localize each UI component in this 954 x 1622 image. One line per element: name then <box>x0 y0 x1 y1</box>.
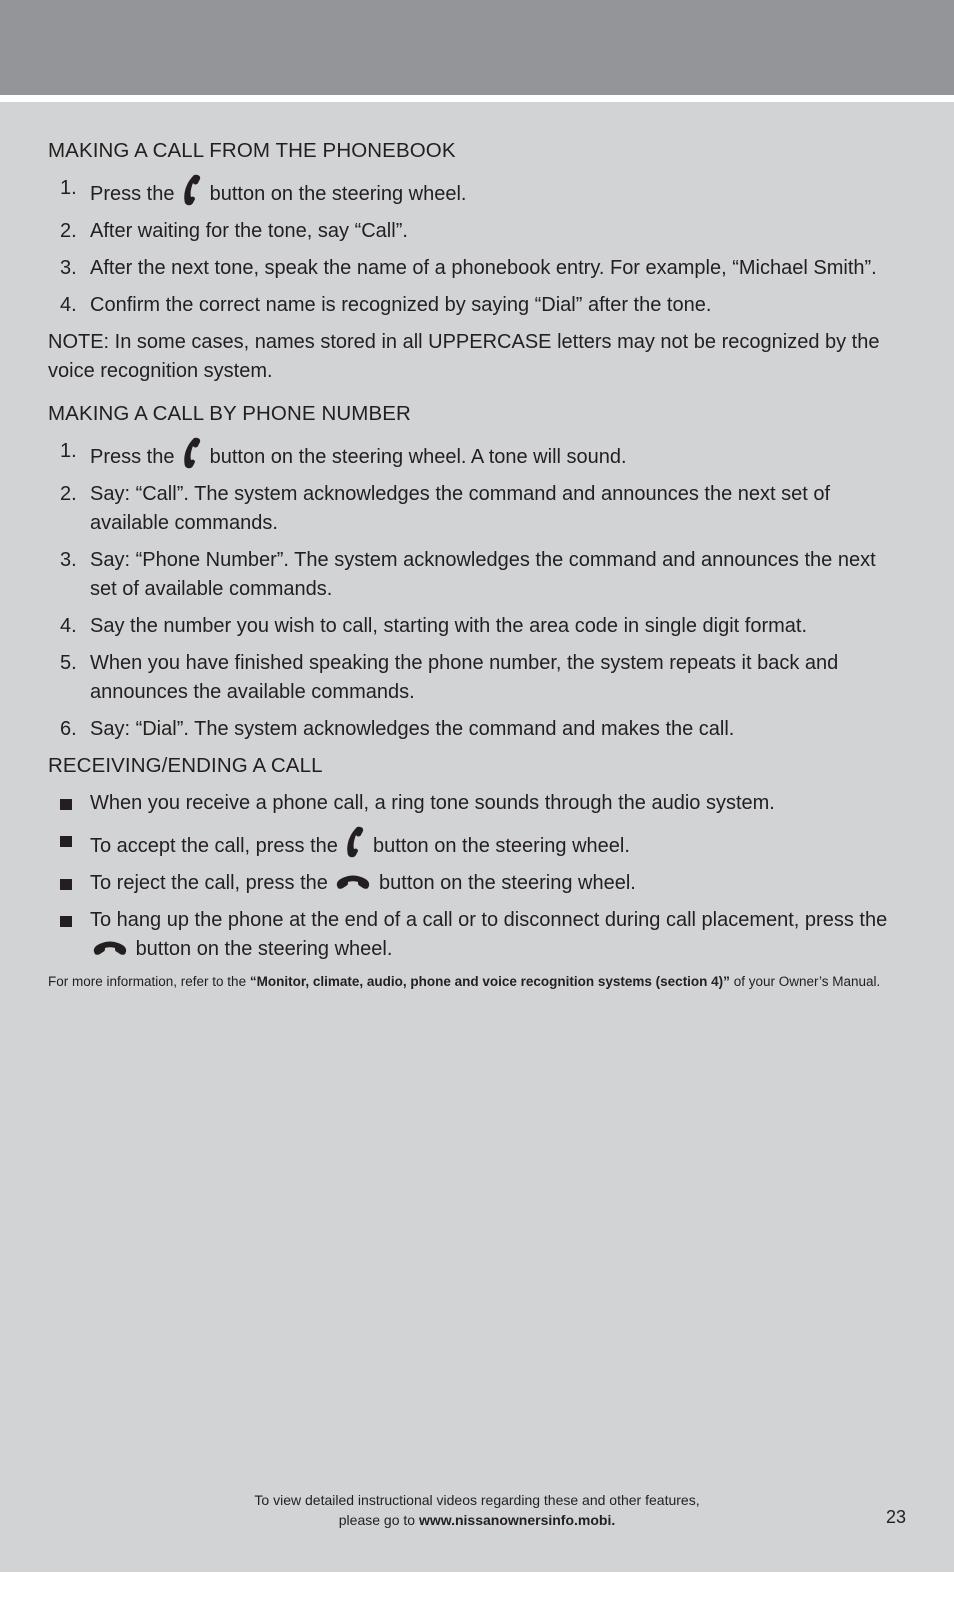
phone-pickup-icon <box>182 174 202 206</box>
step-number: 3. <box>60 549 77 571</box>
list-item <box>48 649 888 707</box>
step-text: After waiting for the tone, say “Call”. <box>90 220 408 242</box>
step-number: 2. <box>60 220 77 242</box>
step-text: Press the <box>90 183 175 205</box>
header-band <box>0 0 954 95</box>
manual-section-reference: “Monitor, climate, audio, phone and voice recognition systems (section 4)” <box>249 974 730 989</box>
phonebook-steps <box>48 174 888 320</box>
step-text: Press the <box>90 446 175 468</box>
step-text: Say: “Phone Number”. The system acknowledges the command and announces the next set of available commands. <box>90 549 876 600</box>
list-item <box>48 715 888 744</box>
step-number: 5. <box>60 652 77 674</box>
square-bullet-icon <box>60 799 72 810</box>
bullet-text: button on the steering wheel. <box>373 835 630 857</box>
bullet-text: When you receive a phone call, a ring tone sounds through the audio system. <box>90 792 775 814</box>
footer-line <box>0 1510 954 1530</box>
footer-prefix: please go to <box>338 1512 416 1528</box>
list-item <box>48 546 888 604</box>
square-bullet-icon <box>60 836 72 847</box>
receiving-bullets <box>48 789 888 964</box>
list-item <box>48 869 888 898</box>
list-item <box>48 437 888 472</box>
list-item <box>48 254 888 283</box>
step-number: 4. <box>60 294 77 316</box>
step-text: Say: “Call”. The system acknowledges the command and announces the next set of available commands. <box>90 483 831 534</box>
step-text: When you have finished speaking the phone number, the system repeats it back and announces the available commands. <box>90 652 839 703</box>
list-item <box>48 174 888 209</box>
page-number: 23 <box>886 1507 907 1527</box>
step-text: button on the steering wheel. A tone will sound. <box>209 446 627 468</box>
note-text: NOTE: In some cases, names stored in all UPPERCASE letters may not be recognized by the voice recognition system. <box>48 331 880 382</box>
square-bullet-icon <box>60 879 72 890</box>
list-item <box>48 789 888 818</box>
manual-content <box>48 137 888 991</box>
bullet-text: To hang up the phone at the end of a call or to disconnect during call placement, press the <box>90 909 888 931</box>
step-number: 3. <box>60 257 77 279</box>
step-number: 4. <box>60 615 77 637</box>
phone-hangup-icon <box>92 940 128 956</box>
step-number: 6. <box>60 718 77 740</box>
section-title-phone-number: MAKING A CALL BY PHONE NUMBER <box>48 402 411 425</box>
more-info <box>48 972 888 991</box>
bullet-text: button on the steering wheel. <box>135 938 393 960</box>
bullet-text: To accept the call, press the <box>90 835 338 857</box>
more-info-suffix: of your Owner’s Manual. <box>733 974 881 989</box>
step-number: 2. <box>60 483 77 505</box>
list-item <box>48 612 888 641</box>
footer-line: To view detailed instructional videos regarding these and other features, <box>254 1492 700 1508</box>
phone-pickup-icon <box>345 826 365 858</box>
list-item <box>48 217 888 246</box>
step-text: Say: “Dial”. The system acknowledges the command and makes the call. <box>90 718 735 740</box>
step-text: After the next tone, speak the name of a phonebook entry. For example, “Michael Smith”. <box>90 257 877 279</box>
step-text: Say the number you wish to call, starting with the area code in single digit format. <box>90 615 808 637</box>
section-title-receiving: RECEIVING/ENDING A CALL <box>48 754 323 777</box>
bullet-text: To reject the call, press the <box>90 872 328 894</box>
bullet-text: button on the steering wheel. <box>379 872 636 894</box>
phone-number-steps <box>48 437 888 744</box>
step-number: 1. <box>60 440 77 462</box>
step-number: 1. <box>60 177 77 199</box>
list-item <box>48 906 888 964</box>
phone-pickup-icon <box>182 437 202 469</box>
step-text: button on the steering wheel. <box>209 183 467 205</box>
more-info-prefix: For more information, refer to the <box>48 974 247 989</box>
website-link[interactable]: www.nissanownersinfo.mobi. <box>418 1512 616 1528</box>
step-text: Confirm the correct name is recognized by saying “Dial” after the tone. <box>90 294 712 316</box>
section-title-phonebook: MAKING A CALL FROM THE PHONEBOOK <box>48 139 456 162</box>
square-bullet-icon <box>60 916 72 927</box>
phone-hangup-icon <box>335 874 371 890</box>
footer <box>0 1490 954 1530</box>
list-item <box>48 291 888 320</box>
list-item <box>48 480 888 538</box>
list-item <box>48 826 888 861</box>
